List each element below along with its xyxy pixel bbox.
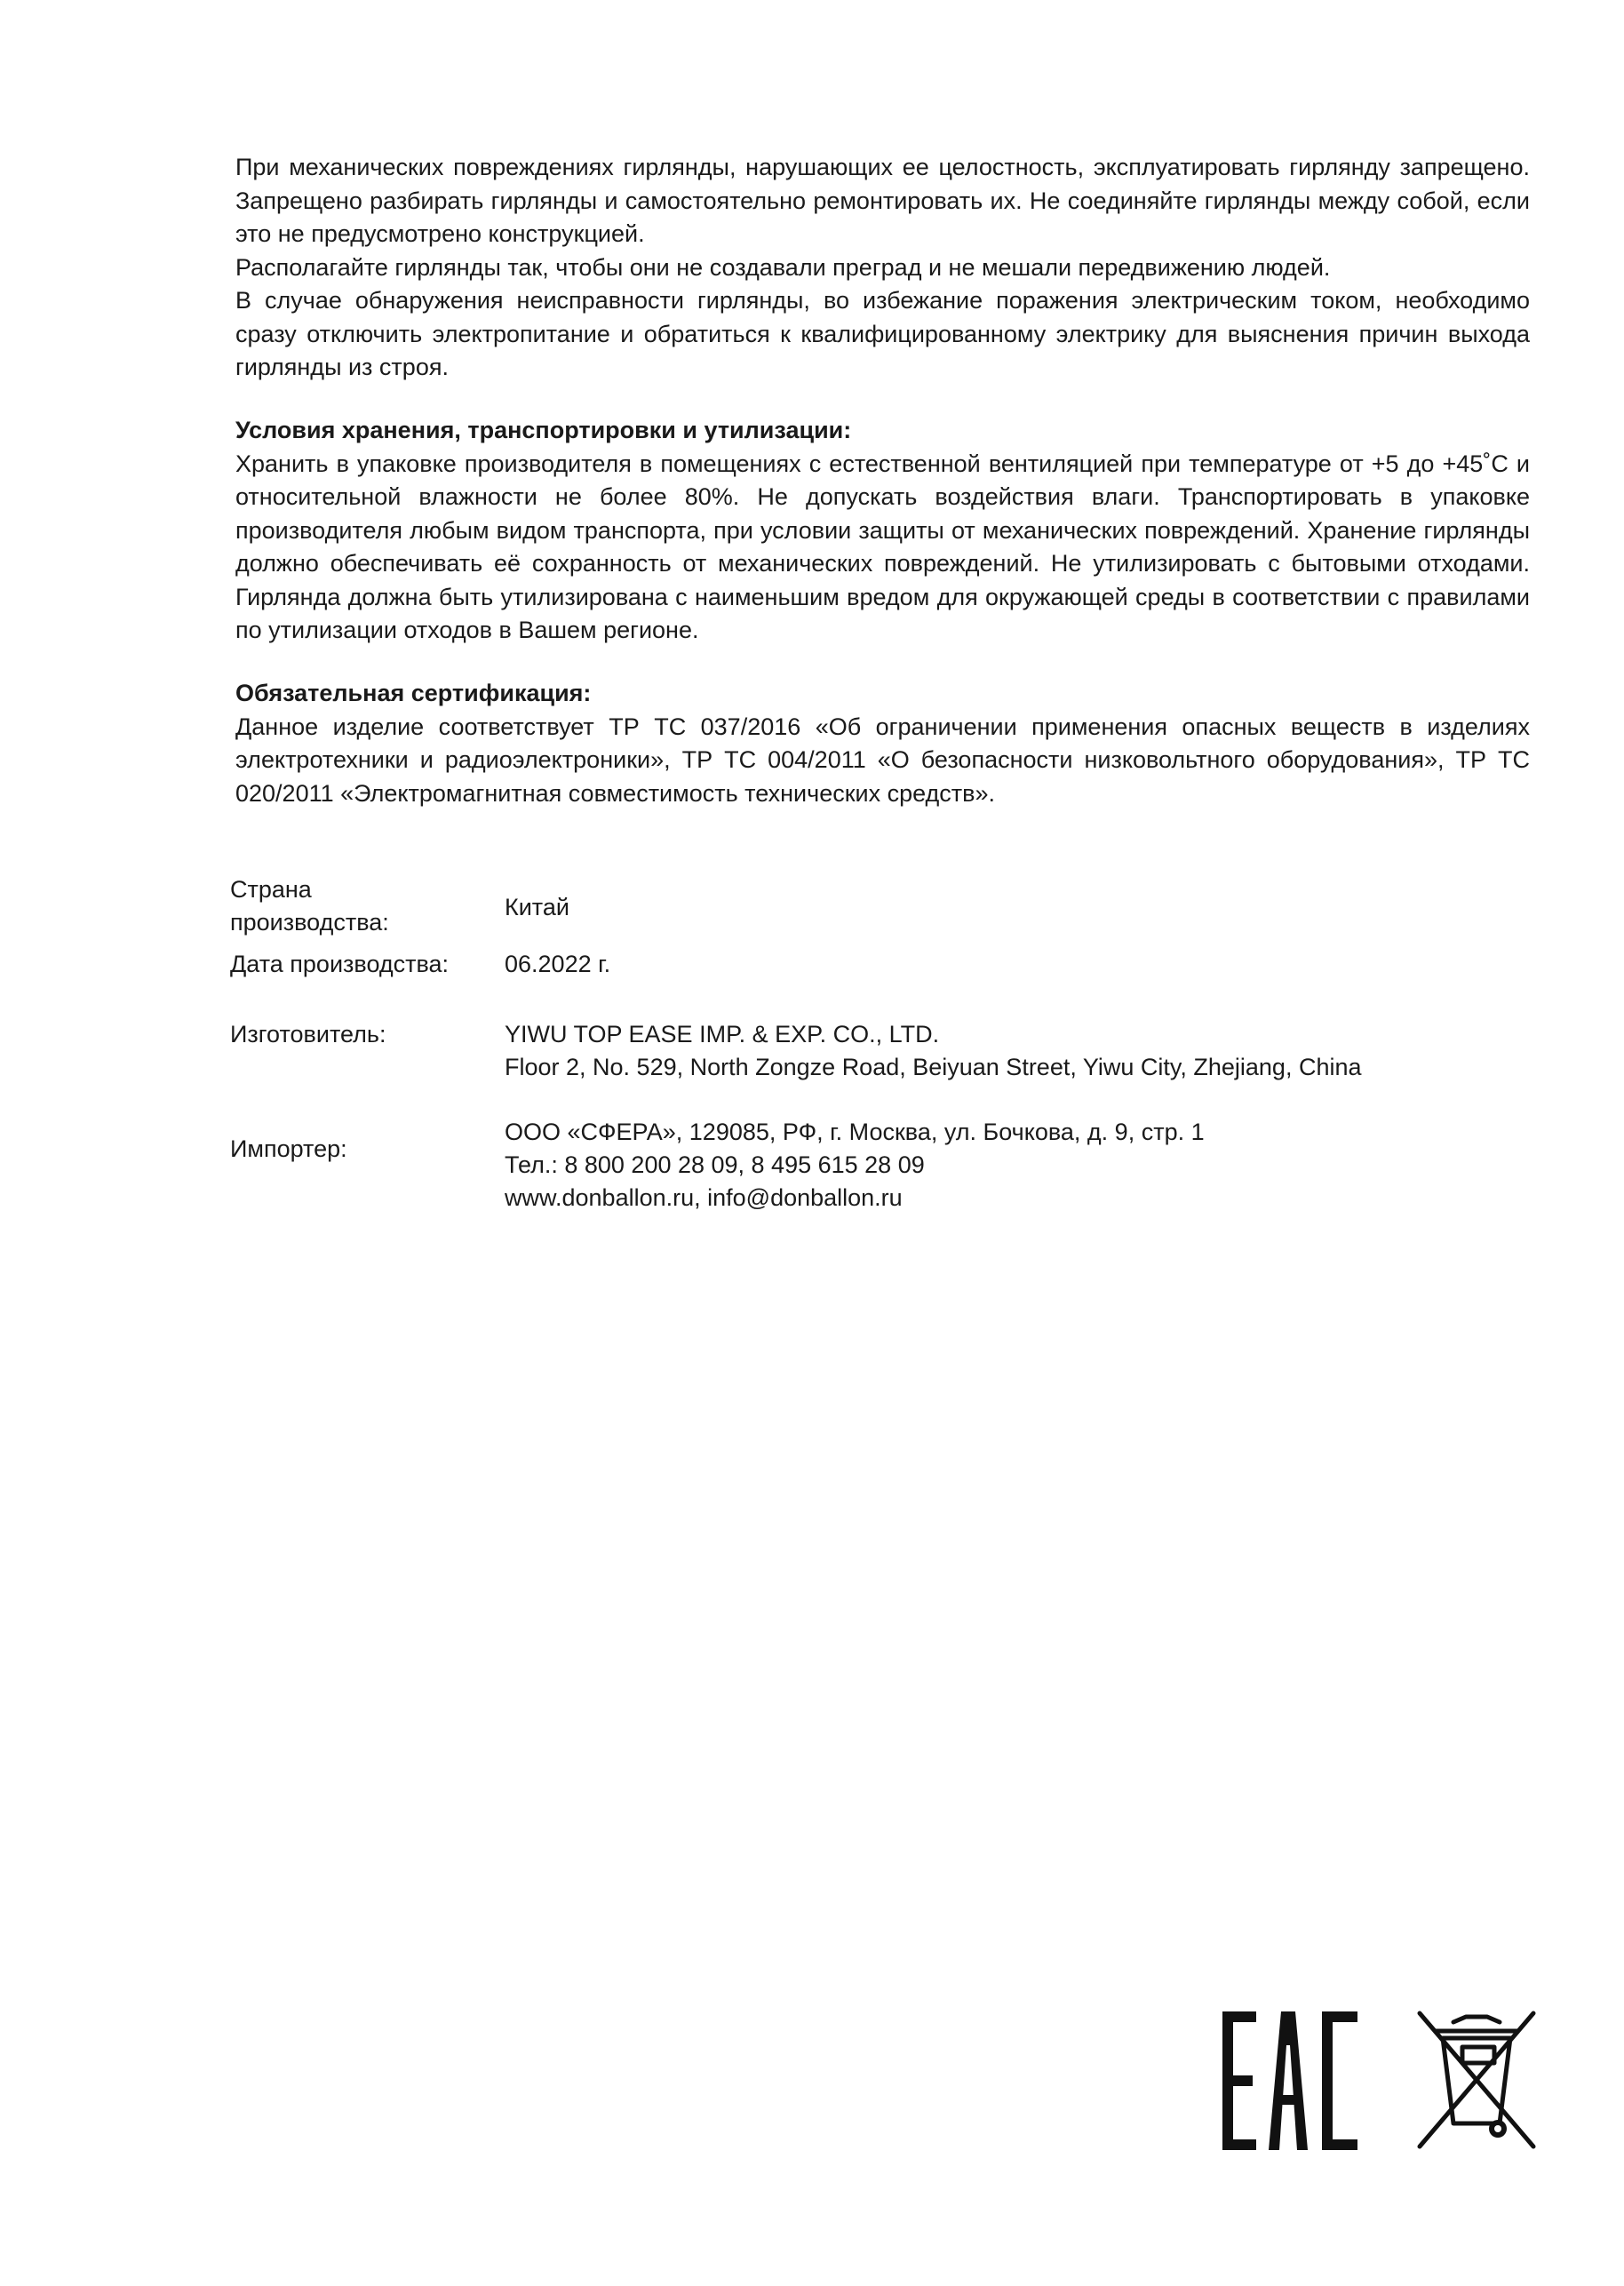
production-date-label: Дата производства: <box>230 951 450 977</box>
certification-text: Данное изделие соответствует ТР ТС 037/2016 «Об ограничении применения опасных веществ в изделиях электротехники и радиоэлектроники», ТР ТС 004/2011 «О безопасности низковольтного оборудования», ТР ТС 020/2011 «Электромагнитная совместимость технических средств». <box>235 713 1530 807</box>
certification-heading: Обязательная сертификация: <box>235 680 592 706</box>
safety-section <box>235 151 1530 385</box>
importer-web: www.donballon.ru, info@donballon.ru <box>505 1184 903 1211</box>
manufacturer-value <box>505 1018 1362 1084</box>
importer-label: Импортер: <box>230 1135 347 1162</box>
certification-section <box>235 677 1530 810</box>
compliance-marks <box>1219 2010 1539 2152</box>
country-value: Китай <box>505 894 569 920</box>
safety-paragraph-3: В случае обнаружения неисправности гирлянды, во избежание поражения электрическим током, необходимо сразу отключить электропитание и обратиться к квалифицированному электрику для выяснения причин выхода гирлянды из строя. <box>235 287 1530 380</box>
storage-text: Хранить в упаковке производителя в помещениях с естественной вентиляцией при температуре от +5 до +45˚С и относительной влажности не более 80%. Не допускать воздействия влаги. Транспортировать в упаковке производителя любым видом транспорта, при условии защиты от механических повреждений. Хранение гирлянды должно обеспечивать её сохранность от механических повреждений. Не утилизировать с бытовыми отходами. Гирлянда должна быть утилизирована с наименьшим вредом для окружающей среды в соответствии с правилами по утилизации отходов в Вашем регионе. <box>235 450 1530 643</box>
crossed-out-wheelie-bin-icon <box>1416 2010 1537 2152</box>
importer-value <box>505 1116 1205 1215</box>
production-date-value: 06.2022 г. <box>505 951 611 977</box>
manufacturer-label: Изготовитель: <box>230 1021 386 1047</box>
safety-paragraph-1: При механических повреждениях гирлянды, нарушающих ее целостность, эксплуатировать гирлянду запрещено. Запрещено разбирать гирлянды и самостоятельно ремонтировать их. Не соединяйте гирлянды между собой, если это не предусмотрено конструкцией. <box>235 154 1530 247</box>
storage-heading: Условия хранения, транспортировки и утилизации: <box>235 417 852 443</box>
storage-section <box>235 414 1530 648</box>
importer-name-address: ООО «СФЕРА», 129085, РФ, г. Москва, ул. Бочкова, д. 9, стр. 1 <box>505 1119 1205 1145</box>
manufacturer-address: Floor 2, No. 529, North Zongze Road, Beiyuan Street, Yiwu City, Zhejiang, China <box>505 1054 1362 1080</box>
country-label: Страна производства: <box>230 876 389 936</box>
safety-paragraph-2: Располагайте гирлянды так, чтобы они не создавали преград и не мешали передвижению людей. <box>235 253 1331 281</box>
importer-phone: Тел.: 8 800 200 28 09, 8 495 615 28 09 <box>505 1151 925 1178</box>
eac-logo <box>1219 2010 1379 2152</box>
manufacturer-name: YIWU TOP EASE IMP. & EXP. CO., LTD. <box>505 1021 940 1047</box>
